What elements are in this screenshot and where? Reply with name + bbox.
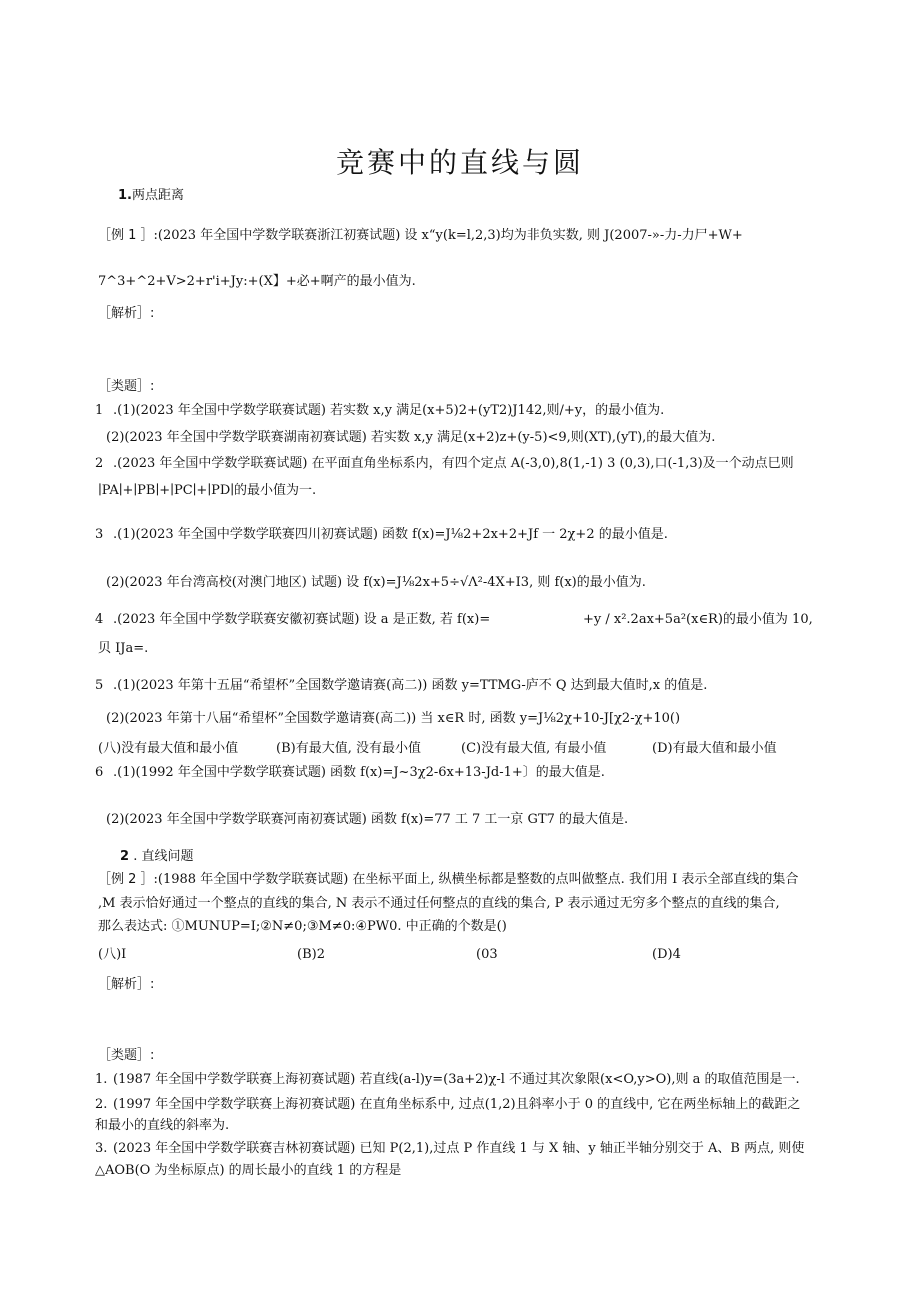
choice-a: (八)I (98, 947, 127, 962)
section-number: 2 (120, 849, 130, 864)
page-title: 竞赛中的直线与圆 (335, 146, 584, 179)
choice-d: (D)有最大值和最小值 (652, 741, 777, 756)
section-heading-1 (118, 187, 184, 204)
problem-4a-formula: +y / x².2ax+5a²(x∈R)的最小值为 10, (583, 612, 813, 627)
problem-number: 1 (95, 403, 104, 418)
choice-c: (03 (476, 947, 498, 962)
problem-text: (2023 年全国中学数学联赛吉林初赛试题) 已知 P(2,1),过点 P 作直线 1 与 X 轴、y 轴正半轴分别交于 A、B 两点, 则使 (113, 1141, 805, 1156)
solution-label: ［解析］: (98, 306, 155, 321)
problem-number: 4 (95, 612, 104, 627)
section-label: 两点距离 (131, 188, 184, 203)
example-1-line-2: 7^3+^2+V>2+r'i+Jy:+(X】+必+啊产的最小值为. (98, 274, 416, 289)
choice-a: (八)没有最大值和最小值 (98, 741, 239, 756)
problem-4b: 贝 IJa=. (98, 641, 149, 656)
problem-1a (95, 402, 664, 419)
problem-5b: (2)(2023 年第十八届“希望杯”全国数学邀请赛(高二)) 当 x∈R 时, 函数 y=J⅛2χ+10-J[χ2-χ+10() (106, 711, 681, 726)
choice-b: (B)2 (297, 947, 325, 962)
problem-r1 (95, 1071, 800, 1088)
problem-2b: ∣PA∣+∣PB∣+∣PC∣+∣PD∣的最小值为一. (98, 483, 317, 498)
problem-text: .(1)(2023 年全国中学数学联赛四川初赛试题) 函数 f(x)=J⅛2+2x+2+Jf 一 2χ+2 的最小值是. (113, 527, 668, 542)
choice-b: (B)有最大值, 没有最小值 (276, 741, 421, 756)
section-number: 1. (118, 188, 132, 203)
section-heading-2 (120, 848, 193, 865)
example-text: :(1988 年全国中学数学联赛试题) 在坐标平面上, 纵横坐标都是整数的点叫做整点. 我们用 I 表示全部直线的集合 (153, 872, 799, 887)
problem-3b: (2)(2023 年台湾高校(对澳门地区) 试题) 设 f(x)=J⅛2x+5÷√Λ²-4X+I3, 则 f(x)的最小值为. (106, 575, 646, 590)
problem-text: .(2023 年全国中学数学联赛安徽初赛试题) 设 a 是正数, 若 f(x)= (113, 612, 491, 627)
example-tag: ［例 2 ］ (98, 872, 154, 887)
problem-r2-cont: 和最小的直线的斜率为. (95, 1118, 230, 1133)
problem-r2 (95, 1096, 800, 1113)
problem-number: 1. (95, 1072, 108, 1087)
problem-r3-cont: △AOB(O 为坐标原点) 的周长最小的直线 1 的方程是 (95, 1163, 402, 1178)
example-tag: ［例 1 ］ (98, 228, 154, 243)
problem-4a (95, 611, 490, 628)
solution-label: ［解析］: (98, 977, 155, 992)
problem-3a (95, 526, 668, 543)
problem-1b: (2)(2023 年全国中学数学联赛湖南初赛试题) 若实数 x,y 满足(x+2)z+(y-5)<9,则(XT),(yT),的最大值为. (106, 430, 716, 445)
choice-d: (D)4 (652, 947, 681, 962)
problem-text: .(1)(2023 年第十五届“希望杯”全国数学邀请赛(高二)) 函数 y=TTMG-庐不 Q 达到最大值时,x 的值是. (113, 678, 708, 693)
problem-r3 (95, 1140, 804, 1157)
example-1-line-1 (98, 227, 743, 244)
problem-text: .(2023 年全国中学数学联赛试题) 在平面直角坐标系内，有四个定点 A(-3,0),8(1,-1) 3 (0,3),口(-1,3)及一个动点巳则 (113, 456, 794, 471)
similar-problems-label: ［类题］: (98, 1048, 155, 1063)
problem-number: 3. (95, 1141, 108, 1156)
choice-c: (C)没有最大值, 有最小值 (461, 741, 607, 756)
example-2-line-2: ,M 表示恰好通过一个整点的直线的集合, N 表示不通过任何整点的直线的集合, P 表示通过无穷多个整点的直线的集合, (98, 896, 780, 911)
problem-text: .(1)(2023 年全国中学数学联赛试题) 若实数 x,y 满足(x+5)2+(yT2)J142,则/+y，的最小值为. (113, 403, 665, 418)
problem-number: 6 (95, 765, 104, 780)
problem-text: .(1)(1992 年全国中学数学联赛试题) 函数 f(x)=J~3χ2-6x+13-Jd-1+〕的最大值是. (113, 765, 605, 780)
section-label: . 直线问题 (133, 849, 194, 864)
example-2-line-3: 那么表达式: ①MUNUP=I;②N≠0;③M≠0:④PW0. 中正确的个数是() (98, 919, 507, 934)
problem-number: 5 (95, 678, 104, 693)
problem-2a (95, 455, 794, 472)
example-2-line-1 (98, 871, 798, 888)
problem-5a (95, 677, 707, 694)
problem-6b: (2)(2023 年全国中学数学联赛河南初赛试题) 函数 f(x)=77 工 7 工一京 GT7 的最大值是. (106, 812, 629, 827)
problem-6a (95, 764, 605, 781)
problem-number: 3 (95, 527, 104, 542)
example-text: :(2023 年全国中学数学联赛浙江初赛试题) 设 x“y(k=l,2,3)均为非负实数, 则 J(2007-»-力-力尸+W+ (153, 228, 743, 243)
problem-number: 2. (95, 1097, 108, 1112)
problem-text: (1997 年全国中学数学联赛上海初赛试题) 在直角坐标系中, 过点(1,2)且斜率小于 0 的直线中, 它在两坐标轴上的截距之 (113, 1097, 801, 1112)
problem-text: (1987 年全国中学数学联赛上海初赛试题) 若直线(a-l)y=(3a+2)χ-l 不通过其次象限(x<O,y>O),则 a 的取值范围是一. (113, 1072, 800, 1087)
similar-problems-label: ［类题］: (98, 379, 155, 394)
problem-number: 2 (95, 456, 104, 471)
